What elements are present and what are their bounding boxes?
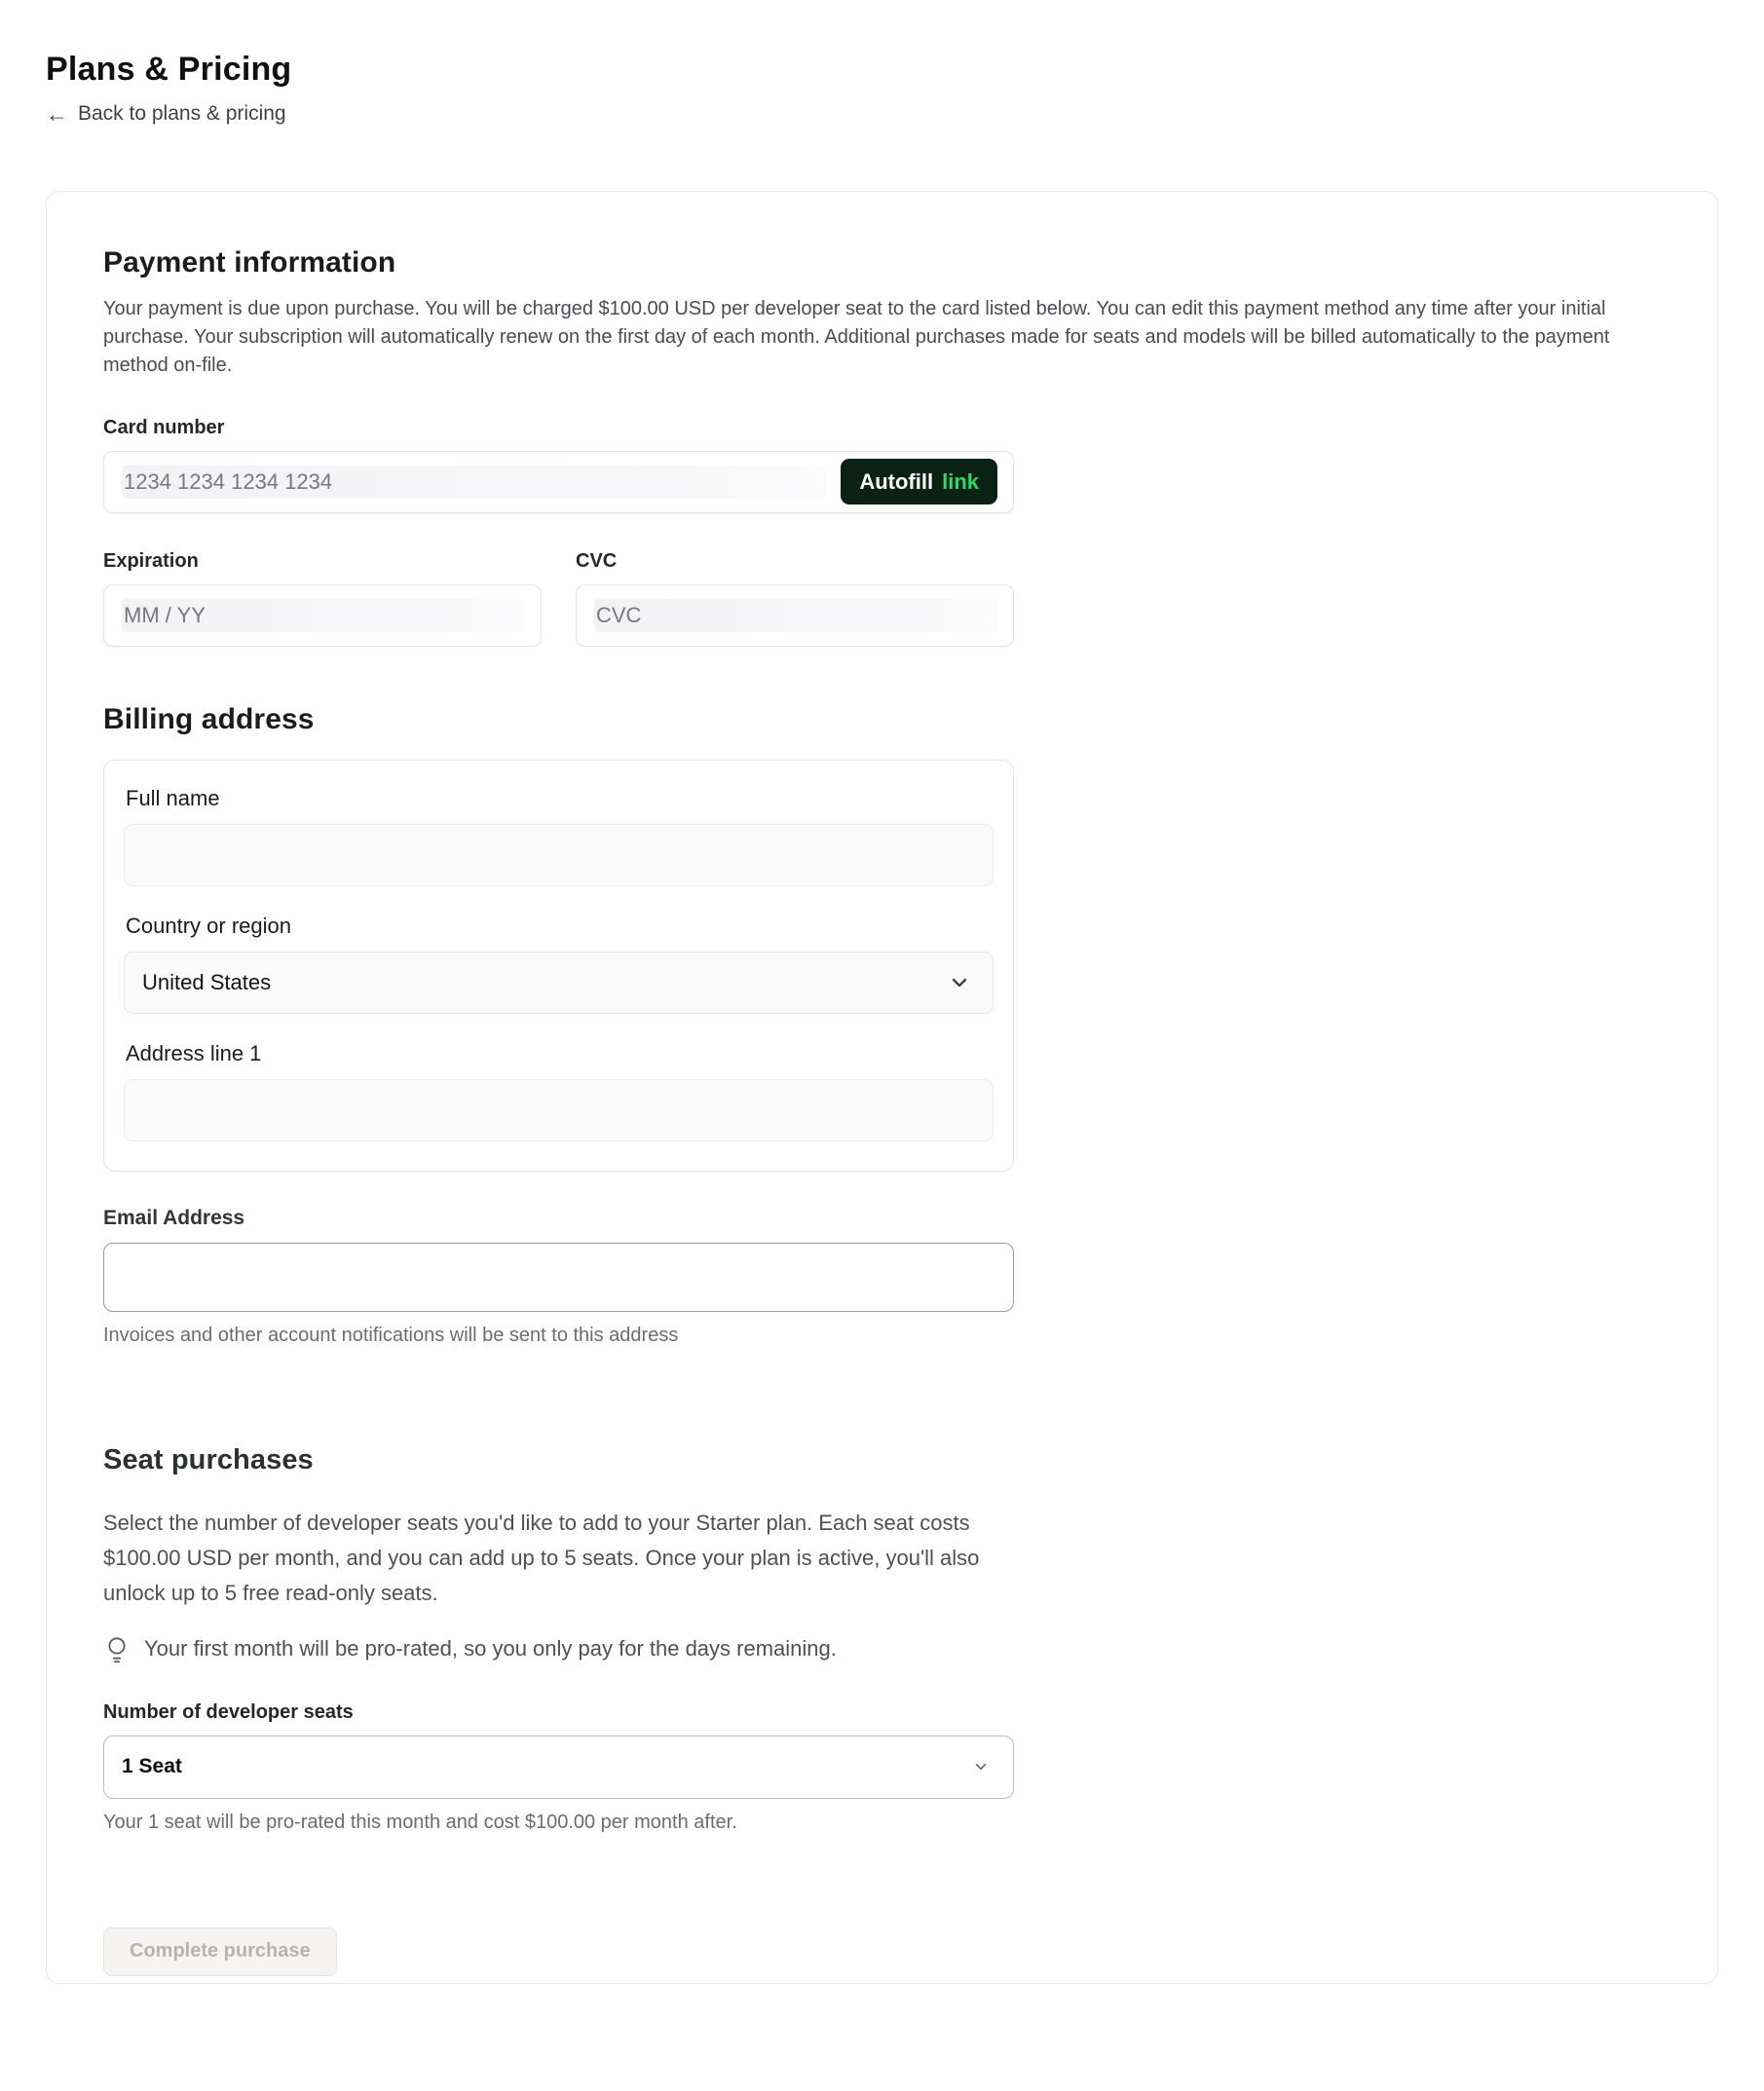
country-label: Country or region (126, 913, 291, 938)
back-link[interactable] (46, 102, 286, 126)
full-name-input[interactable] (124, 824, 994, 886)
payment-form (103, 417, 1014, 647)
link-brand-label: link (942, 468, 979, 494)
payment-description: Your payment is due upon purchase. You will be charged $100.00 USD per developer seat to the card listed below. You can edit this payment method any time after your initial purchase. Your subscription will automatically renew on the first day of each month. Additional purchases made for seats and models will be billed automatically to the payment method on-file. (103, 297, 1610, 376)
autofill-label: Autofill (859, 468, 934, 494)
country-select[interactable] (124, 952, 994, 1014)
address-line1-input[interactable] (124, 1079, 994, 1141)
cvc-placeholder-strip (594, 599, 997, 632)
cvc-field[interactable] (576, 584, 1014, 647)
chevron-down-icon (948, 971, 971, 994)
seat-count-select[interactable] (103, 1736, 1014, 1799)
card-number-placeholder: 1234 1234 1234 1234 (124, 468, 333, 494)
prorate-tip-text: Your first month will be pro-rated, so you only pay for the days remaining. (144, 1635, 837, 1661)
card-number-label: Card number (103, 416, 225, 438)
expiration-placeholder: MM / YY (124, 602, 206, 627)
full-name-label: Full name (126, 785, 220, 810)
seat-count-value: 1 Seat (122, 1755, 182, 1777)
page-header (0, 0, 1764, 127)
email-label: Email Address (103, 1206, 245, 1229)
billing-section-heading: Billing address (103, 702, 315, 735)
email-input[interactable] (103, 1243, 1014, 1312)
card-number-placeholder-strip (122, 466, 825, 499)
seats-description: Select the number of developer seats you'd like to add to your Starter plan. Each seat costs $100.00 USD per month, and you can add up to 5 seats. Once your plan is active, you'll also unlock up to 5 free read-only seats. (103, 1510, 980, 1605)
payment-section-heading: Payment information (103, 245, 396, 279)
cvc-label: CVC (576, 549, 618, 572)
chevron-down-icon (972, 1758, 990, 1775)
seat-count-helper: Your 1 seat will be pro-rated this month and cost $100.00 per month after. (103, 1811, 737, 1833)
address-line1-label: Address line 1 (126, 1040, 262, 1065)
email-helper-text: Invoices and other account notifications will be sent to this address (103, 1324, 679, 1346)
country-select-value: United States (142, 969, 272, 994)
checkout-card (46, 191, 1718, 1984)
back-link-label: Back to plans & pricing (78, 102, 286, 125)
page-title: Plans & Pricing (46, 51, 292, 88)
seats-section-heading: Seat purchases (103, 1443, 314, 1475)
expiration-label: Expiration (103, 549, 199, 572)
billing-address-box (103, 760, 1014, 1172)
cvc-placeholder: CVC (596, 602, 642, 627)
autofill-link-button[interactable] (841, 459, 997, 504)
back-arrow-icon: ← (46, 100, 68, 127)
prorate-tip (103, 1634, 1014, 1664)
card-number-field[interactable] (103, 451, 1014, 513)
seat-count-label: Number of developer seats (103, 1700, 354, 1723)
complete-purchase-button[interactable]: Complete purchase (103, 1927, 337, 1976)
expiration-field[interactable] (103, 584, 542, 647)
expiration-placeholder-strip (122, 599, 525, 632)
lightbulb-icon (103, 1635, 131, 1664)
